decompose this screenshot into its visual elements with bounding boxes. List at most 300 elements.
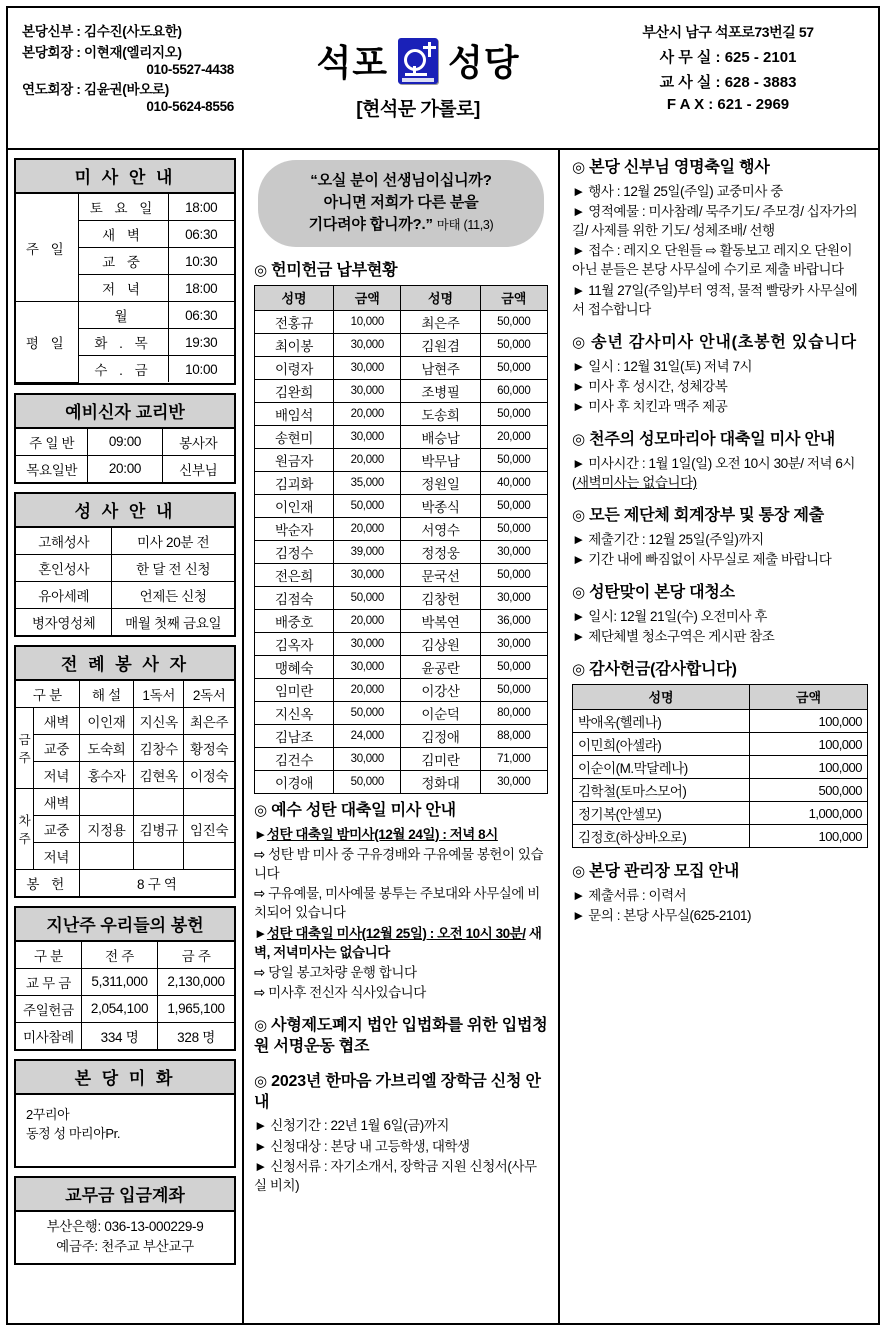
arrow-icon: ► (572, 888, 585, 904)
donation-amount: 10,000 (334, 311, 401, 334)
christmas-item-text: 성탄 대축일 미사(12월 25일) : 오전 10시 30분/ (266, 925, 526, 941)
donation-amount: 88,000 (480, 725, 547, 748)
table-row (573, 733, 868, 756)
christmas-item-tail: 새벽, 저녁미사는 없습니다 (254, 925, 542, 960)
donation-name: 최이봉 (255, 334, 334, 357)
catechumen-name: 목요일반 (16, 455, 88, 482)
mass-row-name: 화 . 목 (78, 329, 168, 356)
donation-amount: 20,000 (480, 426, 547, 449)
table-row (16, 734, 234, 761)
bulletin-header (8, 8, 878, 150)
quote-line (272, 214, 530, 236)
feast-item (572, 281, 868, 319)
christmas-item-text: 성탄 밤 미사 중 구유경배와 구유예물 봉헌이 있습니다 (254, 847, 544, 882)
table-row (16, 842, 234, 869)
donation-amount: 50,000 (480, 311, 547, 334)
yearend-item-text: 일시 : 12월 31일(토) 저녁 7시 (584, 358, 753, 374)
liturgy-reading2: 임진숙 (184, 815, 234, 842)
liturgy-commentary: 도숙희 (79, 734, 134, 761)
table-row (255, 587, 548, 610)
feast-item (572, 202, 868, 240)
arrow-icon: ► (572, 282, 585, 298)
donation-header-amount: 금액 (480, 286, 547, 311)
cleaning-item-text: 일시: 12월 21일(수) 오전미사 후 (584, 609, 767, 625)
staff-phone: 010-5624-8556 (146, 99, 234, 114)
liturgy-reading1 (134, 842, 184, 869)
offering-summary-title: 지난주 우리들의 봉헌 (16, 908, 234, 942)
bullet-icon: ◎ (254, 262, 267, 280)
donation-amount: 50,000 (480, 656, 547, 679)
page-title (316, 35, 519, 86)
christmas-item-text: 미사후 전신자 식사있습니다 (264, 985, 426, 1001)
mass-row-name: 교 중 (78, 248, 168, 275)
bullet-icon: ◎ (254, 1072, 267, 1090)
donation-name: 김옥자 (255, 633, 334, 656)
table-row (255, 702, 548, 725)
thanks-name: 정기복(안셀모) (573, 802, 750, 825)
offering-row-current: 1,965,100 (158, 995, 234, 1022)
table-row (255, 541, 548, 564)
contact-classroom: 교 사 실 : 628 - 3883 (659, 74, 797, 91)
donation-amount: 30,000 (334, 380, 401, 403)
cleaning-heading-text: 성탄맞이 본당 대청소 (589, 584, 735, 602)
thanks-table-body (573, 710, 868, 848)
sacrament-value: 미사 20분 전 (112, 528, 234, 555)
arrow-icon: ► (572, 455, 585, 471)
donation-amount: 50,000 (480, 403, 547, 426)
liturgy-volunteer-title: 전 례 봉 사 자 (16, 647, 234, 681)
table-row (16, 707, 234, 734)
donation-amount: 30,000 (480, 771, 547, 794)
mass-row-name: 월 (78, 302, 168, 329)
arrow-icon: ► (572, 609, 585, 625)
donation-amount: 30,000 (334, 357, 401, 380)
mass-schedule-block (14, 158, 236, 385)
thanks-header-name: 성명 (573, 685, 750, 710)
manager-item (572, 886, 868, 905)
bullet-icon: ◎ (572, 159, 585, 176)
offering-summary-table (16, 942, 234, 1049)
liturgy-header-category: 구 분 (16, 681, 79, 708)
ledger-item (572, 530, 868, 549)
sacrament-name: 혼인성사 (16, 554, 112, 581)
hand-arrow-icon: ⇨ (254, 886, 265, 902)
liturgy-commentary (79, 788, 134, 815)
liturgy-reading1: 김현옥 (134, 761, 184, 788)
table-row (255, 656, 548, 679)
staff-phone: 010-5527-4438 (146, 62, 234, 77)
liturgy-time: 저녁 (33, 761, 79, 788)
table-row (255, 633, 548, 656)
marymass-heading-text: 천주의 성모마리아 대축일 미사 안내 (589, 431, 835, 449)
table-row (573, 756, 868, 779)
title-word-right: 성당 (448, 42, 520, 83)
donation-name: 맹혜숙 (255, 656, 334, 679)
quote-line: 아니면 저희가 다른 분을 (323, 193, 479, 211)
thanks-name: 김정호(하상바오로) (573, 825, 750, 848)
feast-item-text: 11월 27일(주일)부터 영적, 물적 빨랑카 사무실에서 접수합니다 (572, 282, 858, 317)
feast-item-list (572, 182, 868, 319)
donation-name: 이순덕 (401, 702, 480, 725)
bullet-icon: ◎ (572, 431, 585, 449)
beautification-line: 2꾸리아 (26, 1106, 70, 1122)
marymass-item-underlined: 새벽미사는 없습니다) (576, 475, 697, 491)
donation-name: 최은주 (401, 311, 480, 334)
manager-heading-text: 본당 관리장 모집 안내 (589, 863, 740, 881)
table-row (255, 564, 548, 587)
arrow-icon: ► (254, 925, 267, 941)
catechumen-class-table (16, 429, 234, 482)
donation-name: 박종식 (401, 495, 480, 518)
mass-row-time: 06:30 (168, 221, 234, 248)
table-row (573, 779, 868, 802)
donation-amount: 80,000 (480, 702, 547, 725)
arrow-icon: ► (572, 243, 585, 259)
liturgy-header-reading1: 1독서 (134, 681, 184, 708)
catechumen-class-block (14, 393, 236, 484)
liturgy-time: 교중 (33, 815, 79, 842)
donation-name: 김남조 (255, 725, 334, 748)
sacrament-name: 유아세례 (16, 581, 112, 608)
table-row (16, 869, 234, 896)
christmas-item (254, 963, 548, 982)
arrow-icon: ► (572, 183, 585, 199)
arrow-icon: ► (572, 399, 585, 414)
thanks-amount: 1,000,000 (750, 802, 868, 825)
bullet-icon: ◎ (254, 802, 267, 820)
sacrament-title: 성 사 안 내 (16, 494, 234, 528)
table-row (255, 426, 548, 449)
feast-item-text: 접수 : 레지오 단원들 ⇨ 활동보고 레지오 단원이 아닌 분들은 본당 사무실에 수기로 제출 바랍니다 (572, 243, 853, 278)
thanks-amount: 100,000 (750, 710, 868, 733)
donation-heading-text: 헌미헌금 납부현황 (271, 262, 398, 280)
table-row (16, 1022, 234, 1049)
christmas-heading-text: 예수 성탄 대축일 미사 안내 (271, 802, 456, 820)
mass-row-time: 10:00 (168, 356, 234, 383)
liturgy-this-week-label: 금 주 (16, 707, 33, 788)
donation-amount: 20,000 (334, 518, 401, 541)
christmas-item (254, 924, 548, 962)
donation-header-name: 성명 (401, 286, 480, 311)
table-row (255, 771, 548, 794)
scripture-quote-box (258, 160, 544, 247)
table-row (16, 429, 234, 456)
donation-amount: 20,000 (334, 679, 401, 702)
donation-table-body (255, 311, 548, 794)
donation-name: 정원일 (401, 472, 480, 495)
thanks-name: 김학철(토마스모어) (573, 779, 750, 802)
account-title: 교무금 입금계좌 (16, 1178, 234, 1212)
staff-row: 본당신부 : 김수진(사도요한) (22, 24, 182, 39)
cleaning-item (572, 607, 868, 626)
donation-amount: 24,000 (334, 725, 401, 748)
donation-amount: 30,000 (334, 633, 401, 656)
petition-heading-text: 사형제도폐지 법안 입법화를 위한 입법청원 서명운동 협조 (254, 1017, 548, 1056)
table-row (255, 449, 548, 472)
petition-section-heading (254, 1016, 548, 1058)
liturgy-reading2: 황정숙 (184, 734, 234, 761)
table-row (16, 302, 234, 329)
liturgy-reading1: 지신옥 (134, 707, 184, 734)
scholarship-item (254, 1157, 548, 1195)
feast-heading-text: 본당 신부님 영명축일 행사 (589, 159, 770, 176)
mass-row-name: 수 . 금 (78, 356, 168, 383)
offering-summary-block (14, 906, 236, 1051)
sacrament-name: 병자영성체 (16, 608, 112, 635)
liturgy-time: 교중 (33, 734, 79, 761)
christmas-item (254, 983, 548, 1002)
liturgy-offering-label: 봉 헌 (16, 869, 79, 896)
donation-header-amount: 금액 (334, 286, 401, 311)
table-row (255, 357, 548, 380)
table-row (16, 554, 234, 581)
donation-amount: 50,000 (334, 702, 401, 725)
manager-item-text: 제출서류 : 이력서 (584, 888, 687, 904)
page-subtitle: [현석문 가롤로] (356, 99, 480, 120)
thanks-amount: 100,000 (750, 825, 868, 848)
staff-row: 연도회장 : 김윤권(바오로) (22, 82, 169, 97)
title-word-left: 석포 (316, 42, 388, 83)
bullet-icon: ◎ (572, 584, 585, 602)
middle-column (244, 150, 560, 1323)
table-row (255, 334, 548, 357)
marymass-item-text: 미사시간 : 1월 1일(일) 오전 10시 30분/ 저녁 6시( (572, 455, 856, 491)
donation-amount: 50,000 (480, 564, 547, 587)
thanks-name: 이순이(M.막달레나) (573, 756, 750, 779)
account-block (14, 1176, 236, 1266)
donation-amount: 71,000 (480, 748, 547, 771)
account-bank-number: 부산은행: 036-13-000229-9 (46, 1218, 204, 1234)
scholarship-section-heading (254, 1072, 548, 1114)
donation-amount: 50,000 (334, 771, 401, 794)
table-row (573, 802, 868, 825)
manager-item-text: 문의 : 본당 사무실(625-2101) (584, 908, 752, 924)
christmas-item-text: 당일 봉고차량 운행 합니다 (264, 964, 417, 980)
liturgy-time: 저녁 (33, 842, 79, 869)
donation-amount: 50,000 (334, 587, 401, 610)
church-address: 부산시 남구 석포로73번길 57 (642, 24, 814, 40)
arrow-icon: ► (254, 826, 267, 842)
table-row (16, 608, 234, 635)
mass-row-time: 10:30 (168, 248, 234, 275)
marymass-section-heading (572, 430, 868, 451)
yearend-heading-text: 송년 감사미사 안내(초봉헌 있습니다 (591, 333, 857, 351)
arrow-icon: ► (572, 532, 585, 548)
arrow-icon: ► (572, 203, 585, 219)
donation-name: 김괴화 (255, 472, 334, 495)
christmas-item-list (254, 825, 548, 1002)
table-row (16, 968, 234, 995)
donation-amount: 30,000 (334, 564, 401, 587)
sacrament-value: 언제든 신청 (112, 581, 234, 608)
liturgy-reading2 (184, 788, 234, 815)
hand-arrow-icon: ⇨ (254, 964, 265, 980)
donation-name: 윤공란 (401, 656, 480, 679)
sacrament-name: 고해성사 (16, 528, 112, 555)
donation-name: 문국선 (401, 564, 480, 587)
table-row (255, 311, 548, 334)
beautification-body (16, 1095, 234, 1166)
arrow-icon: ► (572, 378, 585, 394)
arrow-icon: ► (254, 1118, 267, 1134)
mass-row-name: 저 녁 (78, 275, 168, 302)
donation-amount: 30,000 (334, 334, 401, 357)
liturgy-commentary: 지정용 (79, 815, 134, 842)
sacrament-table (16, 528, 234, 635)
donation-name: 배승남 (401, 426, 480, 449)
table-row (16, 528, 234, 555)
donation-name: 김정수 (255, 541, 334, 564)
ledger-item-text: 기간 내에 빠짐없이 사무실로 제출 바랍니다 (584, 552, 832, 568)
christmas-item (254, 825, 548, 844)
feast-item (572, 182, 868, 201)
bullet-icon: ◎ (572, 507, 585, 525)
table-row (16, 455, 234, 482)
quote-line: “오실 분이 선생님이십니까? (310, 172, 492, 189)
table-row (16, 194, 234, 221)
donation-amount: 30,000 (480, 587, 547, 610)
ledger-heading-text: 모든 제단체 회계장부 및 통장 제출 (589, 507, 824, 525)
header-contact-block (588, 8, 878, 148)
donation-name: 남현주 (401, 357, 480, 380)
hand-arrow-icon: ⇨ (254, 847, 265, 862)
donation-amount: 50,000 (480, 357, 547, 380)
donation-amount: 30,000 (334, 748, 401, 771)
manager-item (572, 906, 868, 925)
table-row (255, 472, 548, 495)
scholarship-item-text: 신청대상 : 본당 내 고등학생, 대학생 (266, 1138, 470, 1154)
cleaning-item (572, 627, 868, 646)
table-row (573, 710, 868, 733)
thanks-heading-text: 감사헌금(감사합니다) (589, 661, 737, 679)
bulletin-body (8, 150, 878, 1323)
donation-amount: 50,000 (480, 334, 547, 357)
donation-name: 김원겸 (401, 334, 480, 357)
donation-name: 정화대 (401, 771, 480, 794)
yearend-item (572, 397, 868, 416)
yearend-item (572, 357, 868, 376)
thanks-offering-table (572, 684, 868, 848)
table-row (573, 825, 868, 848)
bullet-icon: ◎ (572, 333, 586, 351)
church-logo-icon (398, 38, 438, 84)
manager-section-heading (572, 862, 868, 883)
cleaning-item-text: 제단체별 청소구역은 게시판 참조 (584, 629, 775, 645)
donation-name: 김상원 (401, 633, 480, 656)
liturgy-reading2 (184, 842, 234, 869)
thanks-header-amount: 금액 (750, 685, 868, 710)
account-body (16, 1212, 234, 1264)
donation-name: 이강산 (401, 679, 480, 702)
donation-amount: 20,000 (334, 610, 401, 633)
bulletin-frame (6, 6, 880, 1325)
christmas-section-heading (254, 801, 548, 822)
mass-row-name: 토 요 일 (78, 194, 168, 221)
liturgy-reading2: 최은주 (184, 707, 234, 734)
donation-name: 김창헌 (401, 587, 480, 610)
table-row (16, 942, 234, 969)
mass-schedule-title: 미 사 안 내 (16, 160, 234, 194)
liturgy-reading1: 김병규 (134, 815, 184, 842)
liturgy-commentary: 이인재 (79, 707, 134, 734)
scholarship-item-list (254, 1116, 548, 1195)
beautification-title: 본 당 미 화 (16, 1061, 234, 1095)
right-column (560, 150, 878, 1323)
mass-row-time: 06:30 (168, 302, 234, 329)
ledger-item-list (572, 530, 868, 569)
thanks-section-heading (572, 660, 868, 681)
catechumen-leader: 신부님 (162, 455, 234, 482)
offering-row-label: 미사참례 (16, 1022, 81, 1049)
liturgy-next-week-label: 차 주 (16, 788, 33, 869)
header-title-group (248, 8, 588, 148)
catechumen-class-title: 예비신자 교리반 (16, 395, 234, 429)
catechumen-name: 주 일 반 (16, 429, 88, 456)
donation-name: 박순자 (255, 518, 334, 541)
scholarship-item-text: 신청기간 : 22년 1월 6일(금)까지 (266, 1118, 449, 1134)
offering-header-current: 금 주 (158, 942, 234, 969)
offering-row-current: 2,130,000 (158, 968, 234, 995)
sacrament-value: 매월 첫째 금요일 (112, 608, 234, 635)
liturgy-volunteer-table (16, 681, 234, 896)
donation-name: 박무남 (401, 449, 480, 472)
offering-row-prev: 2,054,100 (81, 995, 157, 1022)
donation-name: 송현미 (255, 426, 334, 449)
donation-name: 김건수 (255, 748, 334, 771)
donation-name: 전은희 (255, 564, 334, 587)
catechumen-leader: 봉사자 (162, 429, 234, 456)
christmas-item (254, 845, 548, 883)
donation-name: 임미란 (255, 679, 334, 702)
contact-fax: F A X : 621 - 2969 (666, 96, 790, 113)
contact-office: 사 무 실 : 625 - 2101 (659, 49, 797, 66)
liturgy-header-commentary: 해 설 (79, 681, 134, 708)
donation-amount: 50,000 (480, 495, 547, 518)
feast-item (572, 241, 868, 279)
yearend-item-text: 미사 후 성시간, 성체강복 (584, 378, 728, 394)
table-row (255, 725, 548, 748)
donation-name: 김점숙 (255, 587, 334, 610)
christmas-item-text: 성탄 대축일 밤미사(12월 24일) : 저녁 8시 (266, 826, 498, 842)
mass-row-time: 18:00 (168, 275, 234, 302)
liturgy-time: 새벽 (33, 707, 79, 734)
table-row (255, 403, 548, 426)
donation-name: 김완희 (255, 380, 334, 403)
yearend-section-heading (572, 333, 868, 354)
donation-header-name: 성명 (255, 286, 334, 311)
mass-row-time: 18:00 (168, 194, 234, 221)
scholarship-heading-text: 2023년 한마음 가브리엘 장학금 신청 안내 (254, 1072, 541, 1111)
donation-name: 배중호 (255, 610, 334, 633)
donation-amount: 30,000 (480, 541, 547, 564)
donation-amount: 39,000 (334, 541, 401, 564)
donation-name: 조병필 (401, 380, 480, 403)
arrow-icon: ► (254, 1158, 267, 1174)
donation-amount: 35,000 (334, 472, 401, 495)
liturgy-commentary (79, 842, 134, 869)
thanks-amount: 100,000 (750, 756, 868, 779)
manager-item-list (572, 886, 868, 925)
table-row (16, 995, 234, 1022)
ledger-section-heading (572, 506, 868, 527)
table-row (255, 518, 548, 541)
quote-reference: 마태 (11,3) (436, 217, 494, 232)
mass-weekday-label: 평 일 (16, 302, 78, 383)
yearend-item-text: 미사 후 치킨과 맥주 제공 (584, 399, 728, 414)
liturgy-time: 새벽 (33, 788, 79, 815)
hand-arrow-icon: ⇨ (254, 985, 265, 1001)
cleaning-section-heading (572, 583, 868, 604)
